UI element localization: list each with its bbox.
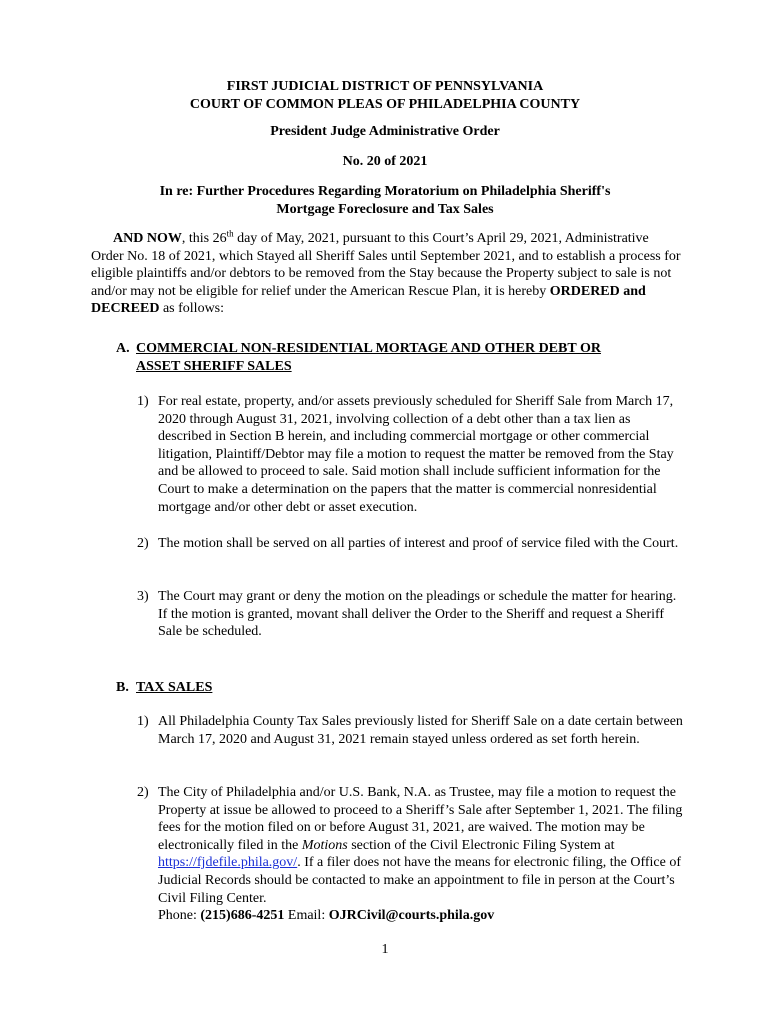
section-b-item-1: [137, 713, 685, 748]
item-number: 3): [137, 589, 149, 604]
email-address: OJRCivil@courts.phila.gov: [328, 908, 495, 924]
in-re-caption: [0, 183, 770, 218]
section-a-title-line-2: ASSET SHERIFF SALES: [136, 358, 292, 374]
phone-number: (215)686-4251: [200, 908, 285, 924]
section-a-title-line-1: COMMERCIAL NON-RESIDENTIAL MORTAGE AND OTHER DEBT OR: [136, 341, 601, 356]
section-b-letter: B.: [116, 680, 129, 695]
item-text: All Philadelphia County Tax Sales previously listed for Sheriff Sale on a date certain between March 17, 2020 and August 31, 2021 remain stayed unless ordered as set forth herein.: [158, 714, 683, 747]
header-line-2: COURT OF COMMON PLEAS OF PHILADELPHIA COUNTY: [189, 96, 581, 112]
preamble-paragraph: [91, 230, 681, 318]
motions-italic: Motions: [301, 837, 348, 853]
item-number: 2): [137, 785, 149, 800]
in-re-line-1: In re: Further Procedures Regarding Moratorium on Philadelphia Sheriff's: [159, 184, 611, 199]
item-text-part-2: section of the Civil Electronic Filing System at: [347, 837, 615, 853]
item-text-part-3: . If a filer does not have the means for electronic filing, the Office of Judicial Records should be contacted to make an appointment to file in person at the Court’s Civil Filing Center.: [158, 855, 682, 906]
item-text: [158, 784, 685, 925]
item-text: The Court may grant or deny the motion on the pleadings or schedule the matter for hearing. If the motion is granted, movant shall deliver the Order to the Sheriff and request a Sheriff Sale be scheduled.: [158, 589, 677, 640]
item-text: For real estate, property, and/or assets previously scheduled for Sheriff Sale from March 17, 2020 through August 31, 2021, involving collection of a debt other than a tax lien as described in Section B herein, and including commercial mortgage or other commercial litigation, Plaintiff/Debtor may file a motion to request the matter be removed from the Stay and be allowed to proceed to sale. Said motion shall include sufficient information for the Court to make a determination on the papers that the matter is commercial nonresidential mortgage and/or other debt or asset execution.: [158, 394, 674, 515]
page-number: 1: [381, 942, 389, 957]
section-a-heading: [116, 340, 676, 375]
order-title: President Judge Administrative Order: [270, 124, 500, 139]
section-a-item-2: [137, 535, 685, 553]
order-number: No. 20 of 2021: [342, 154, 428, 169]
and-now-text: AND NOW: [113, 231, 182, 246]
preamble-text-2: day of May, 2021, pursuant to this Court’s April 29, 2021, Administrative Order No. 18 of 2021, which Stayed all Sheriff Sales until September 2021, and to establish a process for eligible plaintiffs and/or debtors to be removed from the Stay because the Property subject to sale is not and/or may not be eligible for relief under the American Rescue Plan, it is hereby: [91, 231, 681, 299]
in-re-line-2: Mortgage Foreclosure and Tax Sales: [276, 201, 494, 217]
section-b-title: TAX SALES: [136, 680, 213, 695]
email-label: Email:: [284, 908, 329, 924]
item-number: 1): [137, 394, 149, 409]
ordered-decreed-text: ORDERED and DECREED: [91, 283, 646, 317]
section-a-item-3: [137, 588, 685, 641]
phone-label: Phone:: [158, 908, 201, 924]
item-text: The motion shall be served on all parties of interest and proof of service filed with the Court.: [158, 536, 679, 551]
section-a-item-1: [137, 393, 685, 516]
item-number: 1): [137, 714, 149, 729]
court-header: [0, 78, 770, 113]
header-line-1: FIRST JUDICIAL DISTRICT OF PENNSYLVANIA: [226, 79, 544, 94]
efile-link[interactable]: https://fjdefile.phila.gov/: [158, 855, 298, 871]
preamble-text-1: , this 26: [181, 231, 227, 246]
item-text-part-1: The City of Philadelphia and/or U.S. Bank, N.A. as Trustee, may file a motion to request the Property at issue be allowed to proceed to a Sheriff’s Sale after September 1, 2021. The filing fees for the motion filed on or before August 31, 2021, are waived. The motion may be electronically filed in the: [158, 785, 683, 853]
ordinal-suffix: th: [226, 228, 234, 239]
item-number: 2): [137, 536, 149, 551]
section-b-item-2: [137, 784, 685, 925]
section-b-heading: [116, 679, 676, 697]
section-a-letter: A.: [116, 341, 130, 356]
preamble-text-3: as follows:: [159, 301, 225, 317]
